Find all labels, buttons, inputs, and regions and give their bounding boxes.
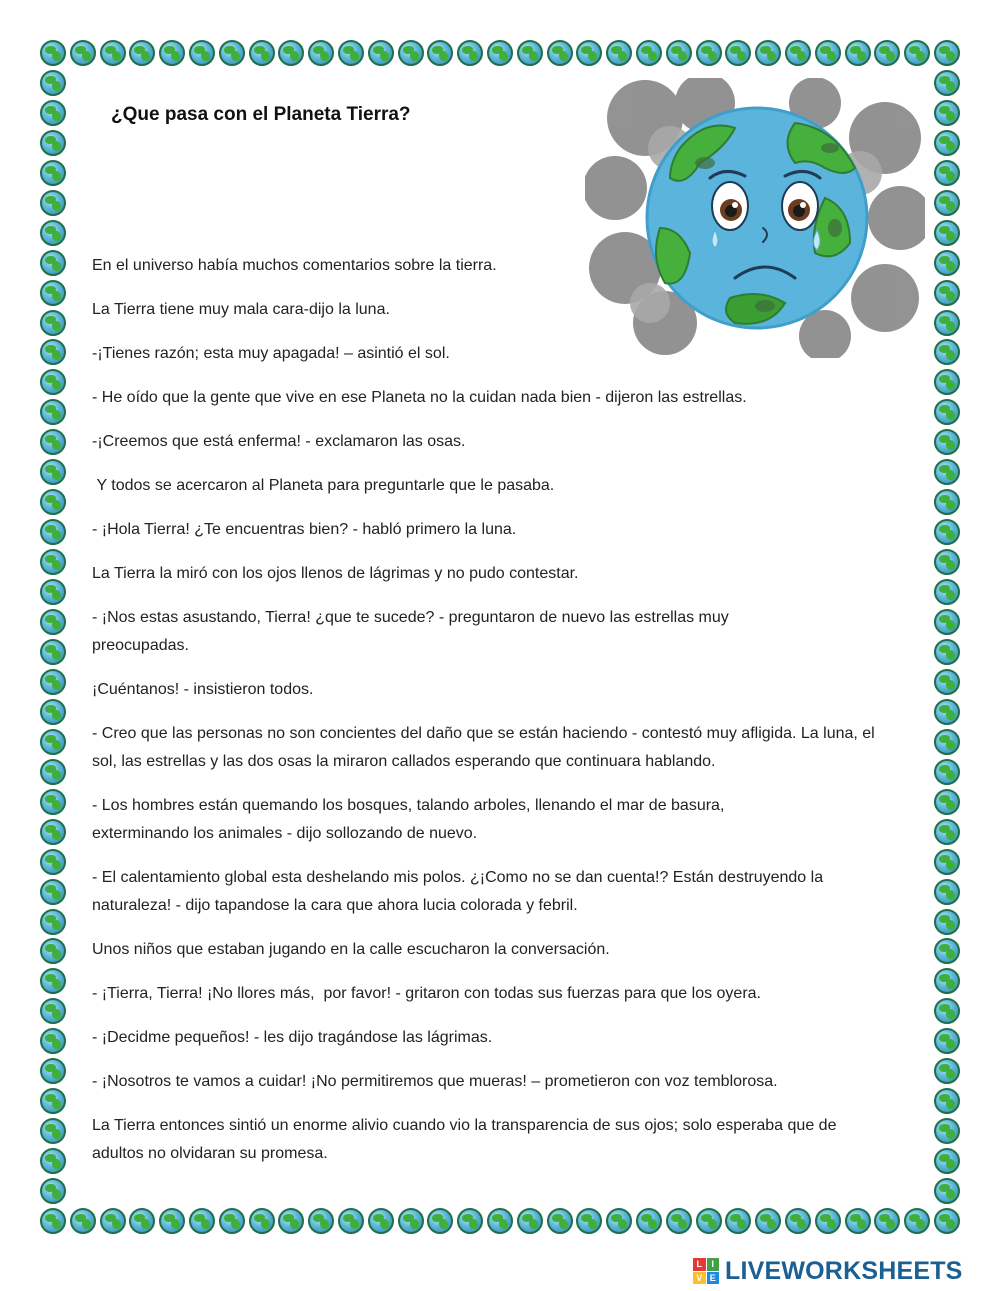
border-globe-icon [696, 1208, 722, 1234]
border-globe-icon [934, 459, 960, 485]
logo-badge-letter: V [693, 1272, 706, 1285]
border-globe-icon [517, 40, 543, 66]
border-globe-icon [40, 549, 66, 575]
border-globe-icon [666, 1208, 692, 1234]
story-paragraph: - Creo que las personas no son concientes del daño que se están haciendo - contestó muy afligida. La luna, el sol, las estrellas y las dos osas la miraron callados esperando que continuara hablando. [92, 725, 875, 770]
border-globe-icon [159, 1208, 185, 1234]
border-globe-icon [338, 40, 364, 66]
border-globe-icon [457, 40, 483, 66]
border-globe-icon [100, 1208, 126, 1234]
border-globe-icon [666, 40, 692, 66]
border-globe-icon [934, 190, 960, 216]
border-globe-icon [934, 40, 960, 66]
border-globe-icon [934, 879, 960, 905]
border-globe-icon [547, 40, 573, 66]
border-globe-icon [40, 909, 66, 935]
border-globe-icon [874, 1208, 900, 1234]
border-globe-icon [934, 100, 960, 126]
border-globe-icon [934, 1118, 960, 1144]
border-globe-icon [40, 968, 66, 994]
border-globe-icon [845, 1208, 871, 1234]
border-globe-icon [40, 938, 66, 964]
border-globe-icon [934, 1088, 960, 1114]
border-globe-icon [934, 909, 960, 935]
border-globe-icon [159, 40, 185, 66]
border-globe-icon [70, 1208, 96, 1234]
border-globe-icon [547, 1208, 573, 1234]
border-globe-icon [785, 1208, 811, 1234]
border-globe-icon [129, 40, 155, 66]
border-globe-icon [40, 1028, 66, 1054]
border-globe-icon [934, 160, 960, 186]
border-globe-icon [815, 1208, 841, 1234]
border-globe-icon [755, 1208, 781, 1234]
story-paragraph: ¡Cuéntanos! - insistieron todos. [92, 681, 314, 698]
border-globe-icon [427, 40, 453, 66]
border-globe-icon [934, 220, 960, 246]
logo-badge-letter: E [707, 1272, 720, 1285]
border-globe-icon [904, 40, 930, 66]
story-paragraph: Y todos se acercaron al Planeta para preguntarle que le pasaba. [92, 477, 555, 494]
border-globe-icon [368, 1208, 394, 1234]
border-globe-icon [398, 40, 424, 66]
border-globe-icon [815, 40, 841, 66]
story-paragraph: - ¡Nosotros te vamos a cuidar! ¡No permitiremos que mueras! – prometieron con voz temblorosa. [92, 1073, 778, 1090]
border-globe-icon [40, 1148, 66, 1174]
border-globe-icon [785, 40, 811, 66]
border-globe-icon [934, 998, 960, 1024]
border-globe-icon [40, 489, 66, 515]
story-paragraph: - ¡Decidme pequeños! - les dijo tragándose las lágrimas. [92, 1029, 493, 1046]
border-globe-icon [934, 789, 960, 815]
story-text [92, 252, 882, 1184]
border-globe-icon [40, 639, 66, 665]
border-globe-icon [696, 40, 722, 66]
border-globe-icon [40, 339, 66, 365]
border-globe-icon [904, 1208, 930, 1234]
story-paragraph: - He oído que la gente que vive en ese Planeta no la cuidan nada bien - dijeron las estrellas. [92, 389, 747, 406]
border-globe-icon [934, 1208, 960, 1234]
border-globe-icon [40, 819, 66, 845]
border-globe-icon [934, 759, 960, 785]
story-paragraph: La Tierra tiene muy mala cara-dijo la luna. [92, 301, 390, 318]
border-globe-icon [427, 1208, 453, 1234]
border-globe-icon [40, 669, 66, 695]
story-paragraph: - ¡Nos estas asustando, Tierra! ¿que te sucede? - preguntaron de nuevo las estrellas muy preocupadas. [92, 609, 729, 654]
border-globe-icon [636, 1208, 662, 1234]
border-globe-icon [934, 549, 960, 575]
border-globe-icon [398, 1208, 424, 1234]
border-globe-icon [278, 1208, 304, 1234]
logo-badge-letter: L [693, 1258, 706, 1271]
border-globe-icon [934, 429, 960, 455]
border-globe-icon [40, 519, 66, 545]
border-globe-icon [40, 1118, 66, 1144]
border-globe-icon [129, 1208, 155, 1234]
border-globe-icon [934, 669, 960, 695]
border-globe-icon [40, 849, 66, 875]
border-globe-icon [308, 40, 334, 66]
border-globe-icon [40, 879, 66, 905]
border-globe-icon [457, 1208, 483, 1234]
story-paragraph: La Tierra la miró con los ojos llenos de lágrimas y no pudo contestar. [92, 565, 579, 582]
border-globe-icon [40, 100, 66, 126]
border-globe-icon [40, 579, 66, 605]
border-globe-icon [40, 429, 66, 455]
border-globe-icon [934, 519, 960, 545]
border-globe-icon [576, 40, 602, 66]
border-globe-icon [934, 609, 960, 635]
border-globe-icon [725, 1208, 751, 1234]
border-globe-icon [40, 699, 66, 725]
border-globe-icon [189, 1208, 215, 1234]
border-globe-icon [40, 250, 66, 276]
border-globe-icon [606, 1208, 632, 1234]
border-globe-icon [40, 160, 66, 186]
border-globe-icon [934, 579, 960, 605]
border-globe-icon [934, 310, 960, 336]
border-globe-icon [934, 849, 960, 875]
border-globe-icon [487, 40, 513, 66]
logo-text: LIVEWORKSHEETS [725, 1256, 963, 1285]
border-globe-icon [189, 40, 215, 66]
border-globe-icon [874, 40, 900, 66]
border-globe-icon [40, 1058, 66, 1084]
border-globe-icon [934, 369, 960, 395]
border-globe-icon [40, 70, 66, 96]
border-globe-icon [934, 1028, 960, 1054]
border-globe-icon [755, 40, 781, 66]
border-globe-icon [934, 250, 960, 276]
border-globe-icon [40, 729, 66, 755]
border-globe-icon [934, 130, 960, 156]
border-globe-icon [40, 1208, 66, 1234]
logo-badge-letter: I [707, 1258, 720, 1271]
border-globe-icon [40, 759, 66, 785]
border-globe-icon [338, 1208, 364, 1234]
border-globe-icon [934, 399, 960, 425]
border-globe-icon [934, 968, 960, 994]
border-globe-icon [934, 819, 960, 845]
border-globe-icon [40, 280, 66, 306]
border-globe-icon [934, 70, 960, 96]
border-globe-icon [219, 1208, 245, 1234]
border-globe-icon [40, 399, 66, 425]
border-globe-icon [934, 1058, 960, 1084]
border-globe-icon [368, 40, 394, 66]
border-globe-icon [40, 130, 66, 156]
border-globe-icon [487, 1208, 513, 1234]
border-globe-icon [70, 40, 96, 66]
story-paragraph: Unos niños que estaban jugando en la calle escucharon la conversación. [92, 941, 610, 958]
border-globe-icon [934, 1178, 960, 1204]
border-globe-icon [40, 998, 66, 1024]
border-globe-icon [40, 190, 66, 216]
story-paragraph: -¡Creemos que está enferma! - exclamaron las osas. [92, 433, 466, 450]
border-globe-icon [40, 40, 66, 66]
border-globe-icon [40, 220, 66, 246]
border-globe-icon [934, 639, 960, 665]
story-paragraph: En el universo había muchos comentarios sobre la tierra. [92, 257, 497, 274]
border-globe-icon [40, 1178, 66, 1204]
border-globe-icon [278, 40, 304, 66]
border-globe-icon [725, 40, 751, 66]
border-globe-icon [249, 1208, 275, 1234]
story-paragraph: La Tierra entonces sintió un enorme alivio cuando vio la transparencia de sus ojos; solo esperaba que de adultos no olvidaran su promesa. [92, 1117, 837, 1162]
story-paragraph: - ¡Tierra, Tierra! ¡No llores más, por favor! - gritaron con todas sus fuerzas para que los oyera. [92, 985, 761, 1002]
border-globe-icon [308, 1208, 334, 1234]
story-paragraph: -¡Tienes razón; esta muy apagada! – asintió el sol. [92, 345, 450, 362]
border-globe-icon [249, 40, 275, 66]
border-globe-icon [934, 339, 960, 365]
logo-badge-icon [693, 1258, 719, 1284]
border-globe-icon [40, 1088, 66, 1114]
border-globe-icon [219, 40, 245, 66]
border-globe-icon [934, 729, 960, 755]
page-title: ¿Que pasa con el Planeta Tierra? [111, 104, 411, 125]
border-globe-icon [40, 369, 66, 395]
border-globe-icon [934, 489, 960, 515]
story-paragraph: - El calentamiento global esta deshelando mis polos. ¿¡Como no se dan cuenta!? Están destruyendo la naturaleza! - dijo tapandose la cara que ahora lucia colorada y febril. [92, 869, 824, 914]
border-globe-icon [606, 40, 632, 66]
border-globe-icon [40, 459, 66, 485]
border-globe-icon [934, 699, 960, 725]
border-globe-icon [845, 40, 871, 66]
liveworksheets-logo [693, 1256, 963, 1286]
border-globe-icon [934, 938, 960, 964]
border-globe-icon [636, 40, 662, 66]
story-paragraph: - ¡Hola Tierra! ¿Te encuentras bien? - habló primero la luna. [92, 521, 517, 538]
border-globe-icon [40, 789, 66, 815]
border-globe-icon [40, 310, 66, 336]
border-globe-icon [40, 609, 66, 635]
story-paragraph: - Los hombres están quemando los bosques, talando arboles, llenando el mar de basura, exterminando los animales - dijo sollozando de nuevo. [92, 797, 725, 842]
border-globe-icon [934, 280, 960, 306]
border-globe-icon [576, 1208, 602, 1234]
border-globe-icon [934, 1148, 960, 1174]
border-globe-icon [517, 1208, 543, 1234]
border-globe-icon [100, 40, 126, 66]
